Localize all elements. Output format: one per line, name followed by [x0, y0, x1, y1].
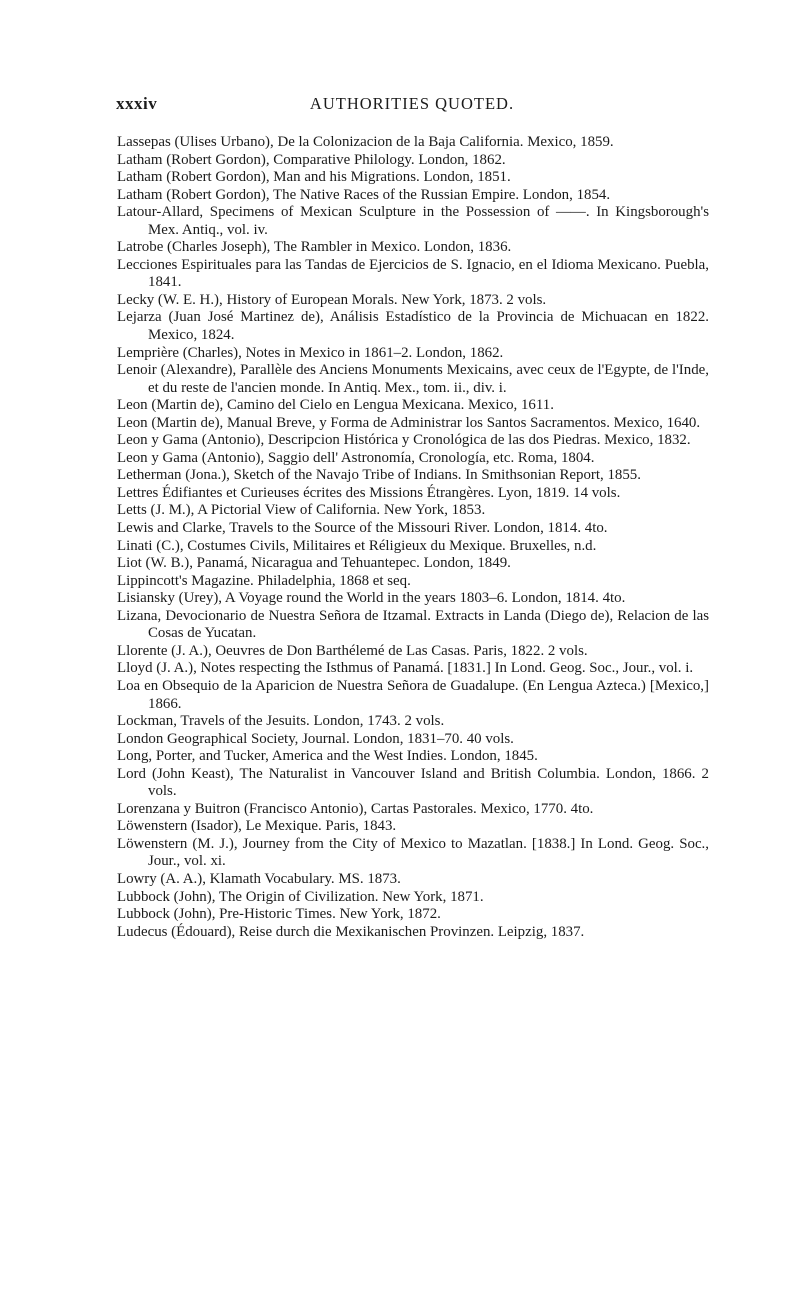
- running-title: AUTHORITIES QUOTED.: [309, 94, 515, 113]
- bibliography-entry: Lockman, Travels of the Jesuits. London, 1743. 2 vols.: [117, 713, 445, 730]
- bibliography-entry: Löwenstern (Isador), Le Mexique. Paris, 1843.: [117, 818, 397, 835]
- bibliography-entry: Linati (C.), Costumes Civils, Militaires et Réligieux du Mexique. Bruxelles, n.d.: [117, 537, 597, 554]
- bibliography-entry: Lenoir (Alexandre), Parallèle des Anciens Monuments Mexicains, avec ceux de l'Egypte, de l'Inde, et du reste de l'ancien monde. In Antiq. Mex., tom. ii., div. i.: [117, 362, 709, 396]
- bibliography-entry: Lloyd (J. A.), Notes respecting the Isthmus of Panamá. [1831.] In Lond. Geog. Soc., Jour., vol. i.: [117, 660, 694, 677]
- bibliography-entry: Letherman (Jona.), Sketch of the Navajo Tribe of Indians. In Smithsonian Report, 1855.: [117, 467, 641, 484]
- bibliography-entry: Lorenzana y Buitron (Francisco Antonio), Cartas Pastorales. Mexico, 1770. 4to.: [117, 800, 594, 817]
- bibliography-entry: Latham (Robert Gordon), Comparative Philology. London, 1862.: [117, 151, 506, 168]
- bibliography-entry: Lecky (W. E. H.), History of European Morals. New York, 1873. 2 vols.: [117, 291, 547, 308]
- bibliography-entry: Lippincott's Magazine. Philadelphia, 1868 et seq.: [117, 572, 411, 589]
- bibliography-entry: Loa en Obsequio de la Aparicion de Nuestra Señora de Guadalupe. (En Lengua Azteca.) [Mexico,] 1866.: [117, 677, 709, 712]
- page-number: xxxiv: [116, 94, 158, 113]
- bibliography-list: [117, 134, 709, 941]
- bibliography-entry: Leon y Gama (Antonio), Saggio dell' Astronomía, Cronología, etc. Roma, 1804.: [117, 449, 595, 466]
- bibliography-entry: Ludecus (Édouard), Reise durch die Mexikanischen Provinzen. Leipzig, 1837.: [117, 923, 585, 940]
- bibliography-entry: Lettres Édifiantes et Curieuses écrites des Missions Étrangères. Lyon, 1819. 14 vols.: [117, 484, 621, 501]
- bibliography-entry: Latrobe (Charles Joseph), The Rambler in Mexico. London, 1836.: [117, 239, 512, 256]
- bibliography-entry: Lizana, Devocionario de Nuestra Señora de Itzamal. Extracts in Landa (Diego de), Relacion de las Cosas de Yucatan.: [117, 607, 709, 642]
- bibliography-entry: Löwenstern (M. J.), Journey from the City of Mexico to Mazatlan. [1838.] In Lond. Geog. Soc., Jour., vol. xi.: [117, 835, 709, 870]
- bibliography-entry: Lemprière (Charles), Notes in Mexico in 1861–2. London, 1862.: [117, 344, 504, 361]
- bibliography-entry: London Geographical Society, Journal. London, 1831–70. 40 vols.: [117, 730, 514, 747]
- bibliography-entry: Leon y Gama (Antonio), Descripcion Histórica y Cronológica de las dos Piedras. Mexico, 1832.: [117, 432, 691, 449]
- bibliography-entry: Liot (W. B.), Panamá, Nicaragua and Tehuantepec. London, 1849.: [117, 555, 511, 572]
- bibliography-entry: Lewis and Clarke, Travels to the Source of the Missouri River. London, 1814. 4to.: [117, 520, 608, 537]
- bibliography-entry: Lisiansky (Urey), A Voyage round the World in the years 1803–6. London, 1814. 4to.: [117, 590, 626, 607]
- page-header: [116, 94, 708, 118]
- bibliography-entry: Leon (Martin de), Camino del Cielo en Lengua Mexicana. Mexico, 1611.: [117, 397, 554, 414]
- bibliography-entry: Lubbock (John), Pre-Historic Times. New York, 1872.: [117, 906, 441, 923]
- bibliography-entry: Long, Porter, and Tucker, America and the West Indies. London, 1845.: [117, 748, 538, 765]
- bibliography-entry: Lord (John Keast), The Naturalist in Vancouver Island and British Columbia. London, 1866. 2 vols.: [117, 765, 709, 800]
- bibliography-entry: Lowry (A. A.), Klamath Vocabulary. MS. 1873.: [117, 870, 401, 887]
- bibliography-entry: Latour-Allard, Specimens of Mexican Sculpture in the Possession of ——. In Kingsborough's Mex. Antiq., vol. iv.: [117, 204, 709, 238]
- bibliography-entry: Latham (Robert Gordon), The Native Races of the Russian Empire. London, 1854.: [117, 186, 611, 203]
- bibliography-entry: Lassepas (Ulises Urbano), De la Colonizacion de la Baja California. Mexico, 1859.: [117, 134, 614, 150]
- bibliography-entry: Latham (Robert Gordon), Man and his Migrations. London, 1851.: [117, 169, 511, 186]
- bibliography-entry: Lubbock (John), The Origin of Civilization. New York, 1871.: [117, 888, 484, 905]
- bibliography-entry: Lejarza (Juan José Martinez de), Análisis Estadístico de la Provincia de Michuacan en 1822. Mexico, 1824.: [117, 309, 709, 344]
- bibliography-entry: Leon (Martin de), Manual Breve, y Forma de Administrar los Santos Sacramentos. Mexico, 1640.: [117, 414, 701, 431]
- bibliography-entry: Llorente (J. A.), Oeuvres de Don Barthélemé de Las Casas. Paris, 1822. 2 vols.: [117, 642, 588, 659]
- bibliography-entry: Letts (J. M.), A Pictorial View of California. New York, 1853.: [117, 502, 486, 519]
- bibliography-entry: Lecciones Espirituales para las Tandas de Ejercicios de S. Ignacio, en el Idioma Mexicano. Puebla, 1841.: [117, 256, 709, 291]
